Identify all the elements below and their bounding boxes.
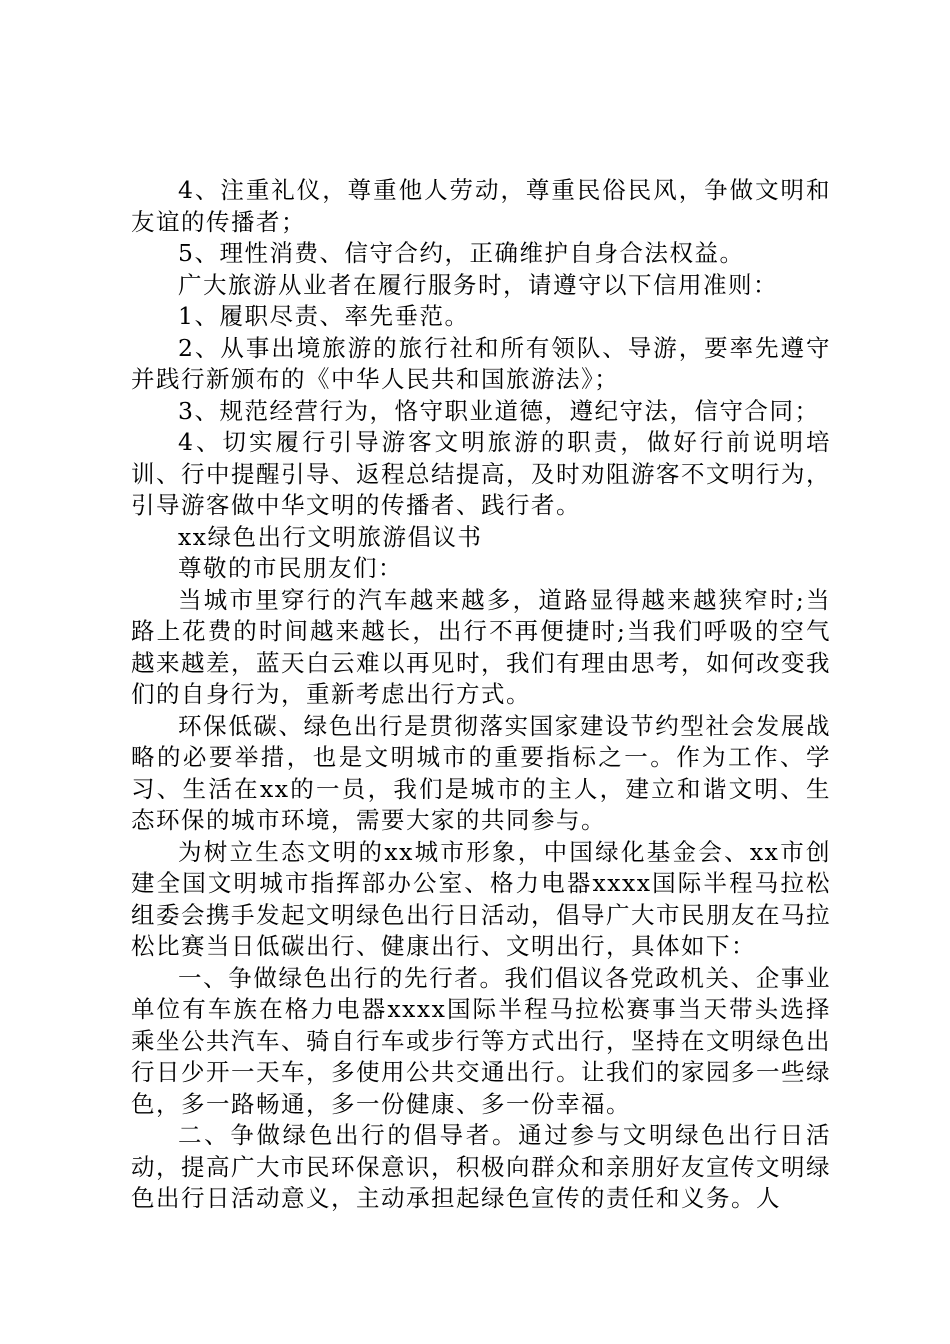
paragraph: 环保低碳、绿色出行是贯彻落实国家建设节约型社会发展战略的必要举措，也是文明城市的重要指标之一。作为工作、学习、生活在xx的一员，我们是城市的主人，建立和谐文明、生态环保的城市环境，需要大家的共同参与。	[131, 711, 831, 834]
section-title: xx绿色出行文明旅游倡议书	[178, 522, 483, 551]
paragraph: 1、履职尽责、率先垂范。	[178, 302, 470, 330]
paragraph: 当城市里穿行的汽车越来越多，道路显得越来越狭窄时;当路上花费的时间越来越长，出行不再便捷时;当我们呼吸的空气越来越差，蓝天白云难以再见时，我们有理由思考，如何改变我们的自身行为，重新考虑出行方式。	[131, 585, 831, 708]
salutation: 尊敬的市民朋友们：	[178, 554, 403, 582]
paragraph: 为树立生态文明的xx城市形象，中国绿化基金会、xx市创建全国文明城市指挥部办公室、格力电器xxxx国际半程马拉松组委会携手发起文明绿色出行日活动，倡导广大市民朋友在马拉松比赛当日低碳出行、健康出行、文明出行，具体如下：	[131, 837, 831, 960]
paragraph: 4、注重礼仪，尊重他人劳动，尊重民俗民风，争做文明和友谊的传播者；	[131, 176, 831, 236]
paragraph: 3、规范经营行为，恪守职业道德，遵纪守法，信守合同；	[178, 396, 820, 425]
paragraph: 一、争做绿色出行的先行者。我们倡议各党政机关、企事业单位有车族在格力电器xxxx国际半程马拉松赛事当天带头选择乘坐公共汽车、骑自行车或步行等方式出行，坚持在文明绿色出行日少开一天车，多使用公共交通出行。让我们的家园多一些绿色，多一路畅通，多一份健康、多一份幸福。	[131, 963, 831, 1118]
paragraph: 4、切实履行引导游客文明旅游的职责，做好行前说明培训、行中提醒引导、返程总结提高，及时劝阻游客不文明行为，引导游客做中华文明的传播者、践行者。	[131, 428, 831, 519]
paragraph: 广大旅游从业者在履行服务时，请遵守以下信用准则：	[178, 270, 778, 299]
document-body	[131, 175, 831, 1215]
paragraph: 二、争做绿色出行的倡导者。通过参与文明绿色出行日活动，提高广大市民环保意识，积极向群众和亲朋好友宣传文明绿色出行日活动意义，主动承担起绿色宣传的责任和义务。人	[131, 1121, 831, 1212]
paragraph: 2、从事出境旅游的旅行社和所有领队、导游，要率先遵守并践行新颁布的《中华人民共和国旅游法》；	[131, 333, 831, 393]
paragraph: 5、理性消费、信守合约，正确维护自身合法权益。	[178, 239, 745, 267]
